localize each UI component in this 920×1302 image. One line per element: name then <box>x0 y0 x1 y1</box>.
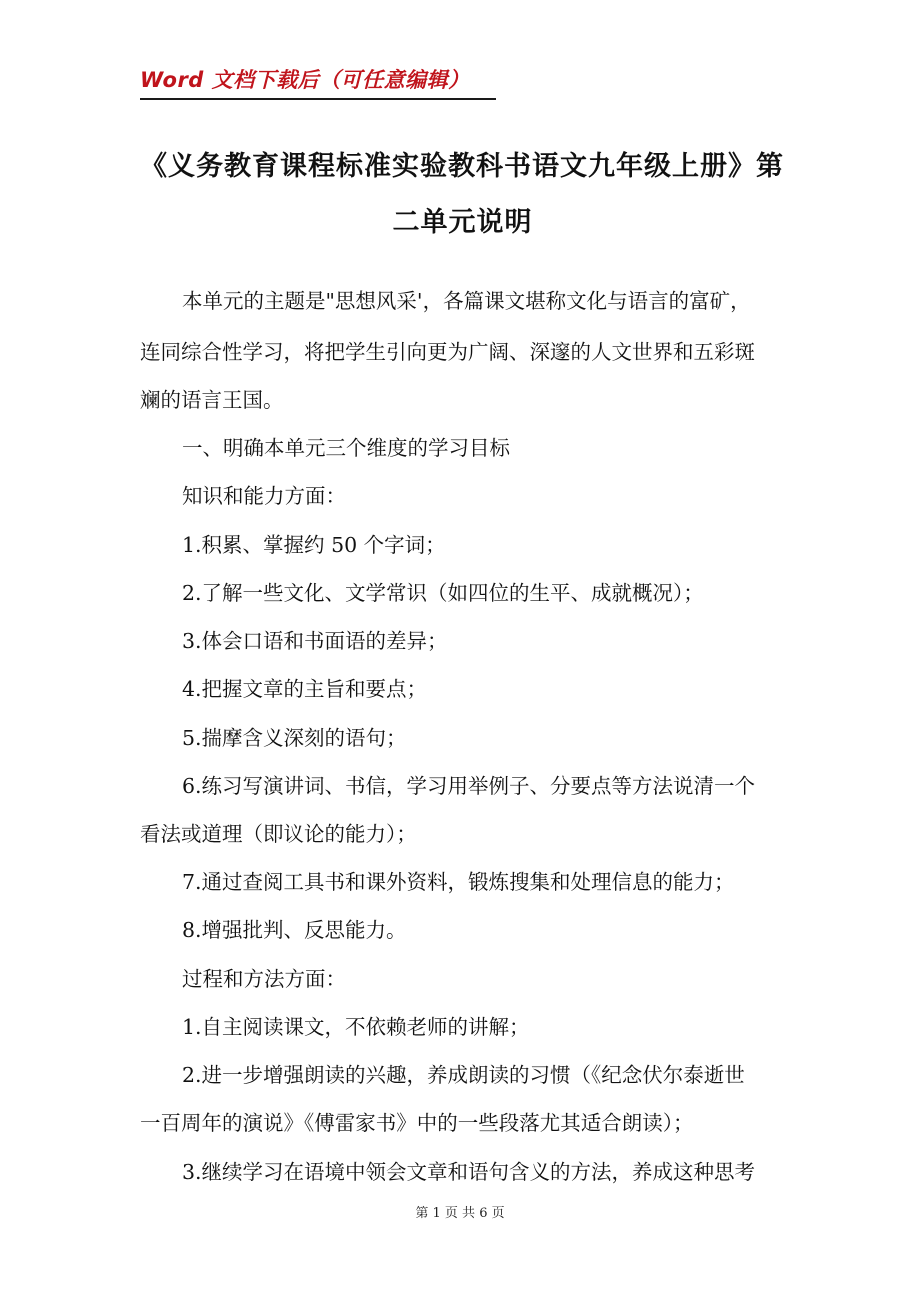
subsection-heading: 知识和能力方面： <box>182 484 346 508</box>
list-item: 5.揣摩含义深刻的语句； <box>182 726 407 750</box>
document-title-line-2: 二单元说明 <box>392 207 533 238</box>
list-item: 4.把握文章的主旨和要点； <box>182 677 428 701</box>
header-banner <box>140 64 496 100</box>
list-item: 1.自主阅读课文，不依赖老师的讲解； <box>182 1015 530 1039</box>
section-heading: 一、明确本单元三个维度的学习目标 <box>182 436 510 460</box>
document-title-line-1: 《义务教育课程标准实验教科书语文九年级上册》第 <box>140 151 784 182</box>
list-item: 1.积累、掌握约 50 个字词； <box>182 533 446 557</box>
paragraph-line: 本单元的主题是"思想风采'，各篇课文堪称文化与语言的富矿， <box>182 289 751 313</box>
header-banner-text: Word 文档下载后（可任意编辑） <box>140 68 470 92</box>
paragraph-line: 斓的语言王国。 <box>140 388 284 412</box>
paragraph-line: 连同综合性学习，将把学生引向更为广阔、深邃的人文世界和五彩斑 <box>140 340 755 364</box>
list-item: 2.了解一些文化、文学常识（如四位的生平、成就概况）； <box>182 581 704 605</box>
list-item: 8.增强批判、反思能力。 <box>182 918 407 942</box>
list-item: 3.继续学习在语境中领会文章和语句含义的方法，养成这种思考 <box>182 1160 756 1184</box>
list-item: 6.练习写演讲词、书信，学习用举例子、分要点等方法说清一个 <box>182 774 756 798</box>
subsection-heading: 过程和方法方面： <box>182 967 346 991</box>
list-item-continuation: 一百周年的演说》《傅雷家书》中的一些段落尤其适合朗读）； <box>140 1111 694 1135</box>
list-item: 3.体会口语和书面语的差异； <box>182 629 448 653</box>
list-item: 2.进一步增强朗读的兴趣，养成朗读的习惯（《纪念伏尔泰逝世 <box>182 1063 745 1087</box>
list-item-continuation: 看法或道理（即议论的能力）； <box>140 822 417 846</box>
list-item: 7.通过查阅工具书和课外资料，锻炼搜集和处理信息的能力； <box>182 870 735 894</box>
page-footer: 第 1 页 共 6 页 <box>415 1206 505 1221</box>
